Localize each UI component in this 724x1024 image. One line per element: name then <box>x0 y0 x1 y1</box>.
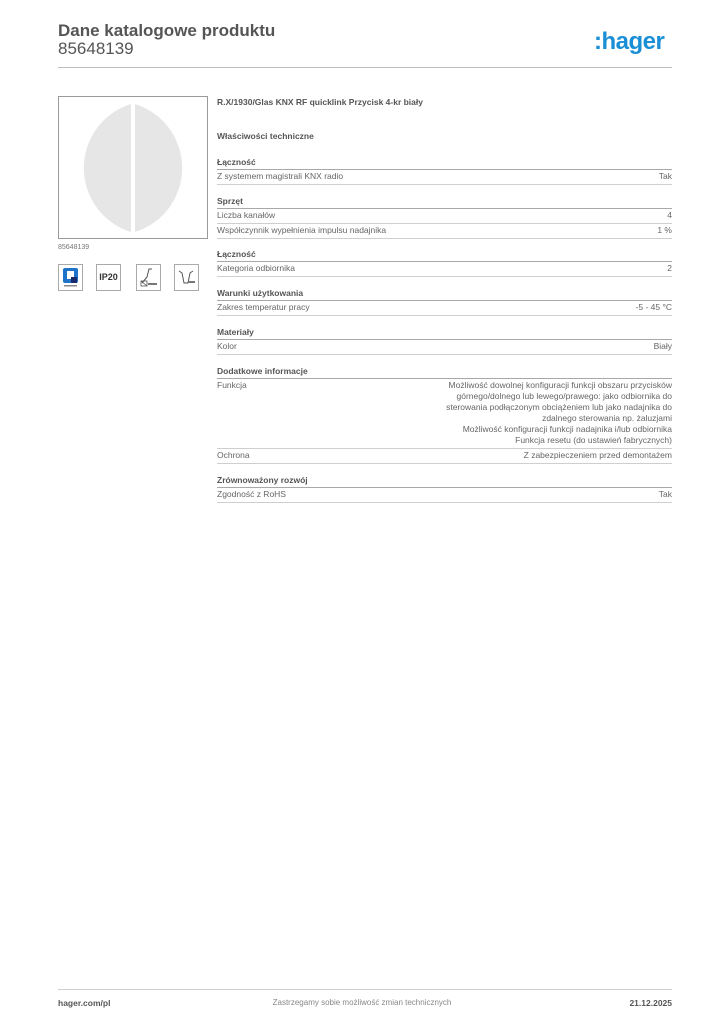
value-line: Funkcja resetu (do ustawień fabrycznych) <box>515 435 672 445</box>
spec-row <box>217 449 672 464</box>
value-line: Możliwość konfiguracji funkcji nadajnika i/lub odbiornika <box>462 424 672 434</box>
header-divider <box>58 67 672 68</box>
spec-label: Współczynnik wypełnienia impulsu nadajnika <box>217 225 387 235</box>
spec-label: Zgodność z RoHS <box>217 489 286 499</box>
ip20-rating-icon: IP20 <box>96 264 121 291</box>
section-connectivity-receiver <box>217 248 672 277</box>
spec-label: Ochrona <box>217 450 250 460</box>
spec-value: 2 <box>667 263 672 273</box>
spec-row <box>217 224 672 239</box>
spec-value: Tak <box>658 489 672 499</box>
section-operating-conditions <box>217 287 672 316</box>
section-title: Sprzęt <box>217 195 672 209</box>
section-sustainability <box>217 474 672 503</box>
quality-mark-icon <box>58 264 83 291</box>
website-link[interactable]: hager.com/pl <box>58 998 111 1008</box>
value-line: Możliwość dowolnej konfiguracji funkcji obszaru przycisków <box>448 380 672 390</box>
spec-label: Kategoria odbiornika <box>217 263 295 273</box>
section-title: Łączność <box>217 156 672 170</box>
surface-mounting-icon <box>136 264 161 291</box>
spec-label: Kolor <box>217 341 237 351</box>
spec-row <box>217 340 672 355</box>
spec-label: Liczba kanałów <box>217 210 276 220</box>
spec-row <box>217 262 672 277</box>
spec-row <box>217 488 672 503</box>
section-additional-info <box>217 365 672 464</box>
section-hardware <box>217 195 672 239</box>
value-line: sterowania podłączonym obciążeniem lub jako nadajnika do <box>446 402 672 412</box>
document-date: 21.12.2025 <box>629 998 672 1008</box>
product-image <box>58 96 208 239</box>
section-title: Warunki użytkowania <box>217 287 672 301</box>
spec-value: Z zabezpieczeniem przed demontażem <box>523 450 672 460</box>
footer-divider <box>58 989 672 990</box>
spec-label: Z systemem magistrali KNX radio <box>217 171 344 181</box>
section-materials <box>217 326 672 355</box>
spec-label: Zakres temperatur pracy <box>217 302 310 312</box>
spec-row <box>217 301 672 316</box>
value-line: zdalnego sterowania np. żaluzjami <box>542 413 672 423</box>
value-line: górnego/dolnego lub lewego/prawego: jako odbiornika do <box>456 391 672 401</box>
image-caption: 85648139 <box>58 244 90 251</box>
spec-value: 1 % <box>657 225 672 235</box>
hager-logo: :hager <box>594 28 665 55</box>
document-title: Dane katalogowe produktu <box>58 21 276 40</box>
section-title: Zrównoważony rozwój <box>217 474 672 488</box>
section-connectivity <box>217 156 672 185</box>
spec-row <box>217 170 672 185</box>
section-title: Dodatkowe informacje <box>217 365 672 379</box>
spec-value: Biały <box>653 341 672 351</box>
spec-row <box>217 209 672 224</box>
spec-value-multiline <box>382 380 672 446</box>
spec-value: Tak <box>658 171 672 181</box>
section-title: Łączność <box>217 248 672 262</box>
installation-depth-icon <box>174 264 199 291</box>
product-name: R.X/1930/Glas KNX RF quicklink Przycisk 4-kr biały <box>217 97 423 107</box>
spec-row <box>217 379 672 449</box>
spec-label: Funkcja <box>217 380 247 390</box>
disclaimer: Zastrzegamy sobie możliwość zmian technicznych <box>272 998 452 1007</box>
section-title: Materiały <box>217 326 672 340</box>
spec-value: 4 <box>667 210 672 220</box>
spec-value: -5 - 45 °C <box>635 302 672 312</box>
technical-properties-heading: Właściwości techniczne <box>217 131 314 141</box>
product-code: 85648139 <box>58 39 134 58</box>
